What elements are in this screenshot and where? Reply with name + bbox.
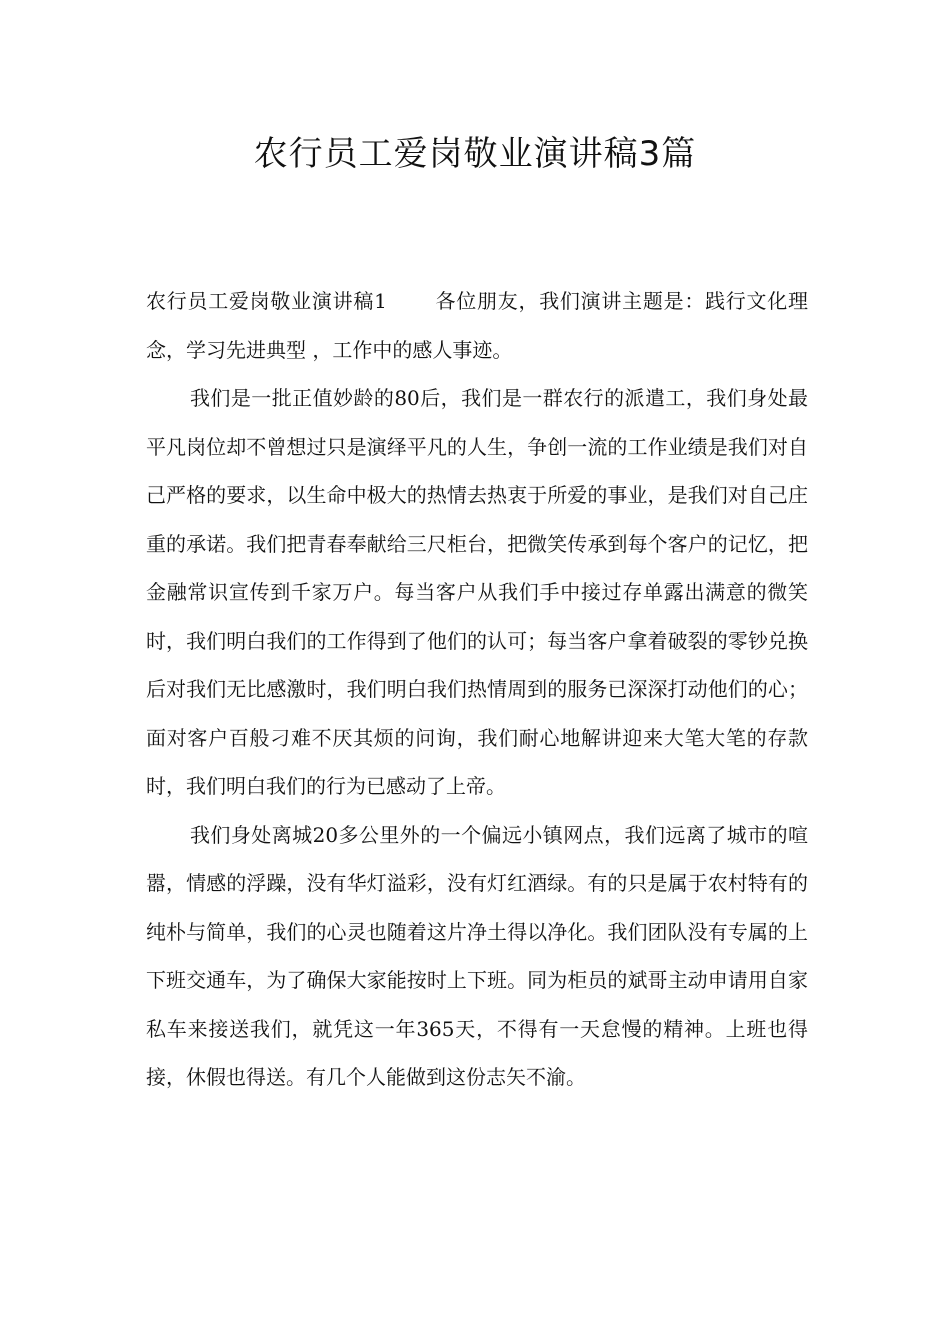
paragraph-text: 各位朋友，我们演讲主题是：践行文化理念，学习先进典型 ，工作中的感人事迹。 [146, 289, 808, 362]
paragraph-intro [146, 277, 808, 374]
paragraph-2: 我们是一批正值妙龄的80后，我们是一群农行的派遣工，我们身处最平凡岗位却不曾想过只是演绎平凡的人生，争创一流的工作业绩是我们对自己严格的要求，以生命中极大的热情去热衷于所爱的事业，是我们对自己庄重的承诺。我们把青春奉献给三尺柜台，把微笑传承到每个客户的记忆，把金融常识宣传到千家万户。每当客户从我们手中接过存单露出满意的微笑时，我们明白我们的工作得到了他们的认可；每当客户拿着破裂的零钞兑换后对我们无比感激时，我们明白我们热情周到的服务已深深打动他们的心；面对客户百般刁难不厌其烦的问询，我们耐心地解讲迎来大笔大笔的存款时，我们明白我们的行为已感动了上帝。 [146, 386, 808, 798]
document-body [146, 277, 808, 1102]
section-heading: 农行员工爱岗敬业演讲稿1 [146, 289, 387, 313]
document-title: 农行员工爱岗敬业演讲稿3篇 [253, 134, 697, 174]
paragraph-3: 我们身处离城20多公里外的一个偏远小镇网点，我们远离了城市的喧嚣，情感的浮躁，没有华灯溢彩，没有灯红酒绿。有的只是属于农村特有的纯朴与简单，我们的心灵也随着这片净土得以净化。我们团队没有专属的上下班交通车，为了确保大家能按时上下班。同为柜员的斌哥主动申请用自家私车来接送我们，就凭这一年365天，不得有一天怠慢的精神。上班也得接，休假也得送。有几个人能做到这份志矢不渝。 [146, 822, 808, 1089]
